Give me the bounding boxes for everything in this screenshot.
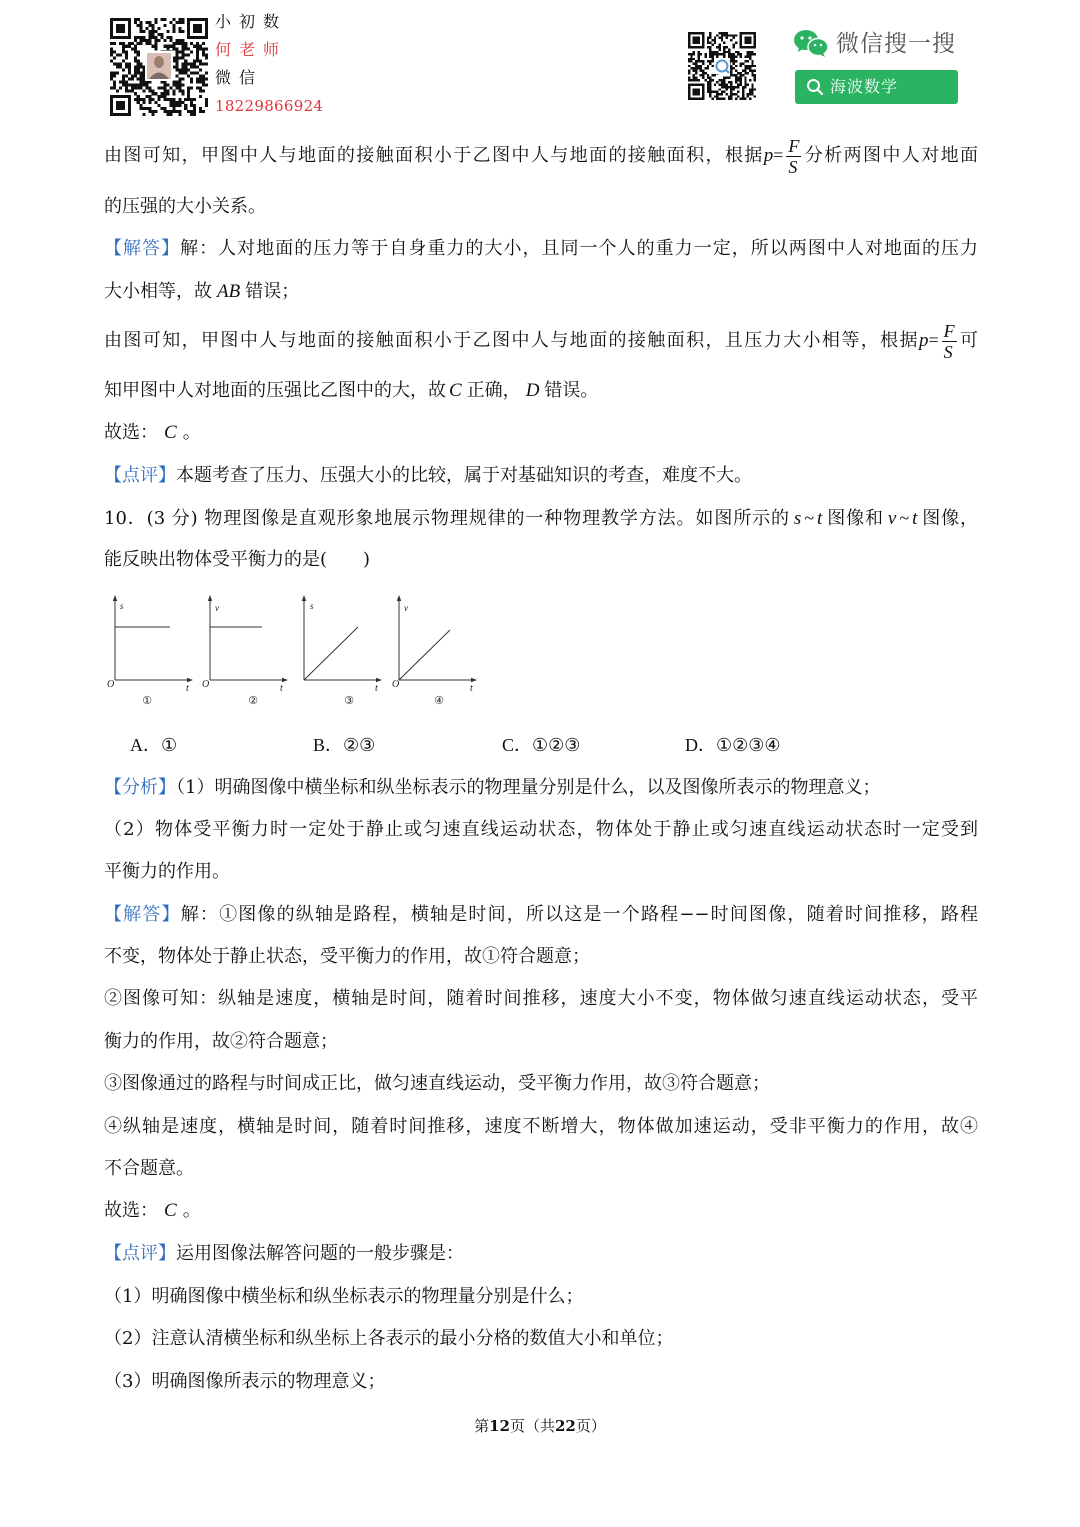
question-text: 图像和 [826, 508, 884, 529]
analysis-tag: 【分析】 [104, 777, 176, 798]
tilde: ~ [804, 508, 815, 528]
qr-center-photo [145, 51, 173, 81]
qr-center-logo [714, 58, 730, 74]
formula-fraction [942, 321, 957, 362]
graph-2-caption: ② [248, 694, 258, 707]
graph-1-caption: ① [142, 694, 152, 707]
choice-line [104, 421, 978, 445]
choice-answer: C [164, 1200, 177, 1221]
pressure-formula [918, 320, 959, 362]
answer-line-1 [104, 237, 978, 261]
formula-numerator: F [943, 320, 955, 341]
review-step-1: （1）明确图像中横坐标和纵坐标表示的物理量分别是什么； [104, 1286, 584, 1307]
option-text: ②③ [343, 735, 376, 756]
graph-4-y-label: v [404, 603, 408, 613]
analysis-text: （1）明确图像中横坐标和纵坐标表示的物理量分别是什么，以及图像所表示的物理意义； [176, 777, 881, 798]
graph-2-y-label: v [215, 603, 219, 613]
option-letter: B． [313, 735, 344, 755]
var-t: t [912, 508, 918, 529]
formula-fraction [786, 136, 801, 177]
solution-line-5: ③图像通过的路程与时间成正比，做匀速直线运动，受平衡力作用，故③符合题意； [104, 1073, 770, 1094]
analysis-line-2: 的压强的大小关系。 [104, 196, 266, 217]
answer-variable: AB [217, 281, 241, 302]
contact-phone: 18229866924 [215, 97, 324, 115]
footer-text: 页（共 [509, 1417, 555, 1435]
option-b [313, 733, 375, 758]
contact-wechat-label: 微信 [215, 68, 264, 87]
option-text: ①②③④ [716, 735, 781, 756]
solution-tag: 【解答】 [104, 904, 181, 925]
graph-2-x-label: t [280, 683, 283, 694]
choice-label: 故选： [104, 1200, 158, 1221]
qr-code-right [688, 32, 756, 100]
review-text: 运用图像法解答问题的一般步骤是： [176, 1243, 464, 1264]
formula-denominator: S [943, 341, 953, 362]
solution-line-6: ④纵轴是速度，横轴是时间，随着时间推移，速度不断增大，物体做加速运动，受非平衡力的作用，故④ [104, 1116, 978, 1137]
footer-text: 页） [575, 1417, 606, 1435]
page-footer [0, 1416, 1080, 1436]
graph-1 [113, 595, 193, 682]
wechat-search-title: 微信搜一搜 [836, 31, 956, 57]
graph-4 [397, 595, 477, 682]
var-t: t [817, 508, 823, 529]
option-letter: C． [502, 735, 533, 755]
graph-4-x-arrow [471, 678, 477, 682]
graph-3 [302, 595, 382, 682]
formula-denominator: S [788, 156, 798, 177]
question-number: 10．(3 分) [104, 508, 198, 529]
review-intro [104, 1242, 978, 1266]
graph-2-origin: O [202, 679, 210, 690]
analysis-text: 分析两图中人对地面 [803, 145, 979, 166]
answer-tag: 【解答】 [104, 238, 181, 259]
review-step-3: （3）明确图像所表示的物理意义； [104, 1371, 386, 1392]
graph-1-x-arrow [187, 678, 193, 682]
graph-2 [208, 595, 288, 682]
graph-4-y-arrow [397, 595, 401, 601]
graph-1-y-arrow [113, 595, 117, 601]
tilde: ~ [899, 508, 910, 528]
answer-text: 大小相等，故 [104, 281, 212, 302]
wechat-account-search-button[interactable] [795, 70, 958, 104]
formula-lhs: p [918, 330, 929, 351]
answer-text: 错误。 [544, 380, 599, 401]
graph-4-caption: ④ [434, 694, 444, 707]
analysis-step-1 [104, 776, 978, 800]
pressure-formula [763, 135, 804, 177]
question-line-1 [104, 506, 978, 531]
graph-4-origin: O [392, 679, 400, 690]
answer-text: 知甲图中人对地面的压强比乙图中的大，故 [104, 380, 446, 401]
solution-line-1 [104, 903, 978, 927]
choice-end: 。 [182, 1200, 201, 1221]
wechat-icon [793, 28, 829, 58]
choice-answer: C [164, 422, 177, 443]
contact-label: 小初数 [215, 12, 288, 31]
analysis-line-1 [104, 135, 979, 177]
option-letter: D． [685, 735, 716, 755]
answer-text: 错误； [245, 281, 300, 302]
graph-3-plot-line [304, 627, 358, 680]
review-step-2: （2）注意认清横坐标和纵坐标上各表示的最小分格的数值大小和单位； [104, 1328, 674, 1349]
graph-2-y-arrow [208, 595, 212, 601]
answer-line-3 [104, 320, 978, 362]
qr-code-left [110, 18, 208, 116]
var-s: s [793, 508, 802, 529]
answer-line-2 [104, 280, 978, 304]
question-text: 物理图像是直观形象地展示物理规律的一种物理教学方法。如图所示的 [204, 508, 790, 529]
page-total: 22 [555, 1417, 576, 1435]
graph-2-x-arrow [282, 678, 288, 682]
graph-4-x-label: t [470, 683, 473, 694]
formula-equals: = [773, 145, 784, 165]
footer-text: 第 [474, 1417, 490, 1435]
var-v: v [887, 508, 897, 529]
graph-1-origin: O [107, 679, 115, 690]
solution-text: 解：①图像的纵轴是路程，横轴是时间，所以这是一个路程−−时间图像，随着时间推移，路程 [180, 904, 978, 925]
formula-numerator: F [788, 135, 800, 156]
graph-1-x-label: t [186, 683, 189, 694]
solution-line-2: 不变，物体处于静止状态，受平衡力的作用，故①符合题意； [104, 946, 590, 967]
solution-line-7: 不合题意。 [104, 1158, 194, 1179]
option-c [502, 733, 580, 758]
solution-choice-line [104, 1199, 978, 1223]
search-icon [806, 78, 824, 96]
option-letter: A． [130, 735, 161, 755]
review-line [104, 464, 978, 488]
choice-end: 。 [182, 422, 201, 443]
analysis-step-2: （2）物体受平衡力时一定处于静止或匀速直线运动状态，物体处于静止或匀速直线运动状态时一定受到 [104, 819, 978, 840]
question-graphs [100, 590, 490, 712]
formula-equals: = [928, 330, 939, 350]
contact-name: 何老师 [215, 40, 288, 59]
choice-label: 故选： [104, 422, 158, 443]
graph-3-x-arrow [376, 678, 382, 682]
option-d [685, 733, 781, 758]
graph-4-plot-line [399, 630, 450, 680]
solution-line-4: 衡力的作用，故②符合题意； [104, 1031, 338, 1052]
review-tag: 【点评】 [104, 1243, 176, 1264]
answer-text: 正确， [466, 380, 521, 401]
graph-1-y-label: s [120, 601, 124, 611]
formula-lhs: p [763, 145, 774, 166]
answer-line-4 [104, 379, 978, 403]
analysis-text: 由图可知，甲图中人与地面的接触面积小于乙图中人与地面的接触面积，根据 [104, 145, 764, 166]
question-text: 图像， [921, 508, 979, 529]
answer-variable: D [525, 380, 540, 401]
graph-3-caption: ③ [344, 694, 354, 707]
graph-3-x-label: t [375, 683, 378, 694]
question-line-2: 能反映出物体受平衡力的是( ) [104, 549, 371, 570]
solution-line-3: ②图像可知：纵轴是速度，横轴是时间，随着时间推移，速度大小不变，物体做匀速直线运动状态，受平 [104, 988, 978, 1009]
review-text: 本题考查了压力、压强大小的比较，属于对基础知识的考查，难度不大。 [176, 465, 752, 486]
graph-3-y-label: s [310, 601, 314, 611]
review-tag: 【点评】 [104, 465, 176, 486]
answer-text: 解：人对地面的压力等于自身重力的大小，且同一个人的重力一定，所以两图中人对地面的压力 [180, 238, 979, 259]
analysis-step-2-cont: 平衡力的作用。 [104, 861, 230, 882]
page-number: 12 [489, 1417, 510, 1435]
option-text: ① [161, 735, 178, 756]
wechat-account-name: 海波数学 [830, 77, 899, 96]
option-a [130, 733, 177, 758]
graph-3-y-arrow [302, 595, 306, 601]
option-text: ①②③ [532, 735, 581, 756]
answer-variable: C [449, 380, 462, 401]
answer-text: 由图可知，甲图中人与地面的接触面积小于乙图中人与地面的接触面积，且压力大小相等，根据 [104, 330, 919, 351]
answer-text: 可 [958, 330, 978, 351]
